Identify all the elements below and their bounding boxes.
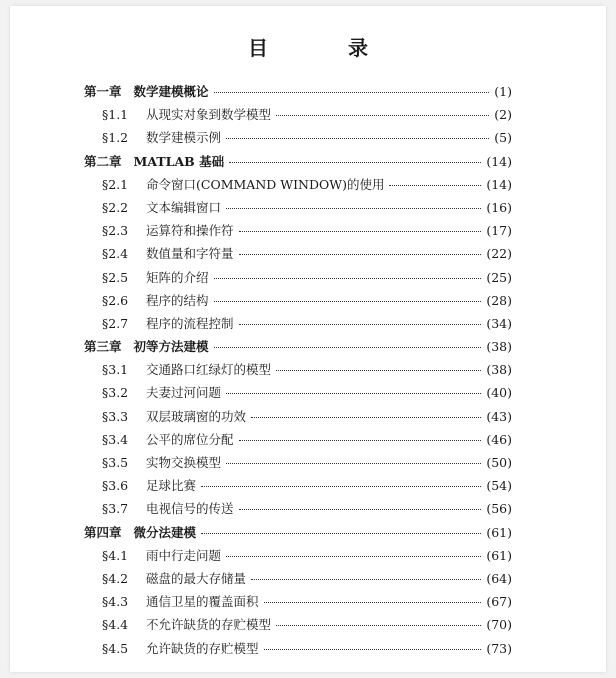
entry-number: 第二章 <box>84 153 122 169</box>
dot-leader <box>276 625 481 626</box>
entry-page-number: (17) <box>486 223 512 239</box>
entry-number: 第四章 <box>84 524 122 540</box>
entry-number: 第三章 <box>84 339 122 355</box>
entry-page-number: (2) <box>494 107 512 123</box>
entry-number: 第一章 <box>84 84 122 99</box>
entry-title: 电视信号的传送 <box>146 501 234 517</box>
toc-section-entry <box>84 103 512 126</box>
entry-page-number: (38) <box>486 362 512 378</box>
dot-leader <box>239 324 482 325</box>
dot-leader <box>251 417 481 418</box>
entry-number: §4.3 <box>102 594 129 610</box>
entry-title: 允许缺货的存贮模型 <box>146 640 259 656</box>
dot-leader <box>276 115 489 116</box>
dot-leader <box>229 162 481 163</box>
toc-chapter-entry <box>84 335 512 358</box>
toc-section-entry <box>84 266 512 289</box>
entry-number: §2.7 <box>102 315 129 331</box>
entry-title: 夫妻过河问题 <box>146 385 222 401</box>
entry-title: 运算符和操作符 <box>146 223 234 239</box>
entry-page-number: (54) <box>486 478 512 494</box>
entry-page-number: (56) <box>486 501 512 517</box>
toc-section-entry <box>84 637 512 660</box>
dot-leader <box>214 92 490 93</box>
toc-section-entry <box>84 474 512 497</box>
toc-section-entry <box>84 196 512 219</box>
dot-leader <box>239 509 482 510</box>
entry-number: §2.4 <box>102 246 129 262</box>
entry-title: 文本编辑窗口 <box>146 199 222 215</box>
entry-title: 从现实对象到数学模型 <box>146 107 272 123</box>
entry-page-number: (40) <box>486 385 512 401</box>
toc-section-entry <box>84 358 512 381</box>
entry-number: §2.6 <box>102 292 129 308</box>
toc-section-entry <box>84 451 512 474</box>
dot-leader <box>264 602 482 603</box>
dot-leader <box>239 254 482 255</box>
dot-leader <box>389 185 481 186</box>
entry-page-number: (67) <box>486 594 512 610</box>
entry-page-number: (14) <box>486 176 512 192</box>
entry-page-number: (43) <box>486 408 512 424</box>
dot-leader <box>239 440 482 441</box>
entry-number: §3.6 <box>102 478 129 494</box>
toc-section-entry <box>84 544 512 567</box>
dot-leader <box>226 393 481 394</box>
table-of-contents <box>84 80 512 660</box>
entry-number: §1.2 <box>102 130 129 146</box>
entry-title: MATLAB 基础 <box>133 153 225 169</box>
dot-leader <box>214 278 482 279</box>
toc-section-entry <box>84 428 512 451</box>
toc-section-entry <box>84 405 512 428</box>
entry-title: 微分法建模 <box>133 524 197 540</box>
entry-page-number: (38) <box>486 339 512 355</box>
entry-page-number: (46) <box>486 431 512 447</box>
dot-leader <box>226 208 481 209</box>
dot-leader <box>264 649 482 650</box>
entry-page-number: (22) <box>486 246 512 262</box>
dot-leader <box>226 138 489 139</box>
entry-title: 数值量和字符量 <box>146 246 234 262</box>
dot-leader <box>239 231 482 232</box>
entry-title: 初等方法建模 <box>133 339 209 355</box>
entry-title: 不允许缺货的存贮模型 <box>146 617 272 633</box>
toc-section-entry <box>84 381 512 404</box>
entry-title: 交通路口红绿灯的模型 <box>146 362 272 378</box>
entry-number: §4.1 <box>102 547 129 563</box>
entry-number: §1.1 <box>102 107 129 123</box>
toc-section-entry <box>84 242 512 265</box>
dot-leader <box>201 486 481 487</box>
entry-page-number: (50) <box>486 455 512 470</box>
document-page <box>10 6 606 672</box>
dot-leader <box>251 579 481 580</box>
entry-title: 雨中行走问题 <box>146 547 222 563</box>
entry-title: 通信卫星的覆盖面积 <box>146 594 259 610</box>
entry-number: §4.4 <box>102 617 129 633</box>
entry-page-number: (61) <box>486 524 512 540</box>
entry-title: 磁盘的最大存储量 <box>146 570 247 586</box>
page-title: 目 录 <box>248 36 398 60</box>
entry-title: 实物交换模型 <box>146 455 222 470</box>
dot-leader <box>276 370 481 371</box>
entry-number: §2.5 <box>102 269 129 285</box>
entry-page-number: (61) <box>486 547 512 563</box>
entry-title: 矩阵的介绍 <box>146 269 209 285</box>
toc-section-entry <box>84 126 512 149</box>
dot-leader <box>214 347 482 348</box>
entry-title: 数学建模概论 <box>133 84 209 99</box>
entry-number: §2.2 <box>102 199 129 215</box>
entry-title: 数学建模示例 <box>146 130 222 146</box>
entry-number: §3.7 <box>102 501 129 517</box>
toc-section-entry <box>84 613 512 636</box>
entry-page-number: (28) <box>486 292 512 308</box>
toc-section-entry <box>84 289 512 312</box>
entry-title: 程序的结构 <box>146 292 209 308</box>
entry-number: §3.1 <box>102 362 129 378</box>
toc-section-entry <box>84 173 512 196</box>
entry-page-number: (25) <box>486 269 512 285</box>
dot-leader <box>226 463 481 464</box>
entry-page-number: (73) <box>486 640 512 656</box>
entry-page-number: (14) <box>486 153 512 169</box>
entry-number: §4.5 <box>102 640 129 656</box>
entry-title: 命令窗口(COMMAND WINDOW)的使用 <box>146 176 385 192</box>
toc-section-entry <box>84 312 512 335</box>
entry-page-number: (70) <box>486 617 512 633</box>
toc-chapter-entry <box>84 80 512 103</box>
entry-number: §3.3 <box>102 408 129 424</box>
entry-page-number: (5) <box>494 130 512 146</box>
entry-number: §3.2 <box>102 385 129 401</box>
entry-page-number: (1) <box>494 84 512 99</box>
entry-number: §3.5 <box>102 455 129 470</box>
entry-title: 公平的席位分配 <box>146 431 234 447</box>
dot-leader <box>201 533 481 534</box>
toc-section-entry <box>84 497 512 520</box>
toc-chapter-entry <box>84 521 512 544</box>
entry-page-number: (34) <box>486 315 512 331</box>
dot-leader <box>226 556 481 557</box>
entry-title: 双层玻璃窗的功效 <box>146 408 247 424</box>
entry-number: §3.4 <box>102 431 129 447</box>
entry-number: §2.3 <box>102 223 129 239</box>
toc-section-entry <box>84 590 512 613</box>
toc-section-entry <box>84 219 512 242</box>
entry-number: §4.2 <box>102 570 129 586</box>
entry-page-number: (16) <box>486 199 512 215</box>
toc-chapter-entry <box>84 150 512 173</box>
dot-leader <box>214 301 482 302</box>
entry-title: 足球比赛 <box>146 478 197 494</box>
toc-section-entry <box>84 567 512 590</box>
entry-page-number: (64) <box>486 570 512 586</box>
entry-title: 程序的流程控制 <box>146 315 234 331</box>
entry-number: §2.1 <box>102 176 129 192</box>
